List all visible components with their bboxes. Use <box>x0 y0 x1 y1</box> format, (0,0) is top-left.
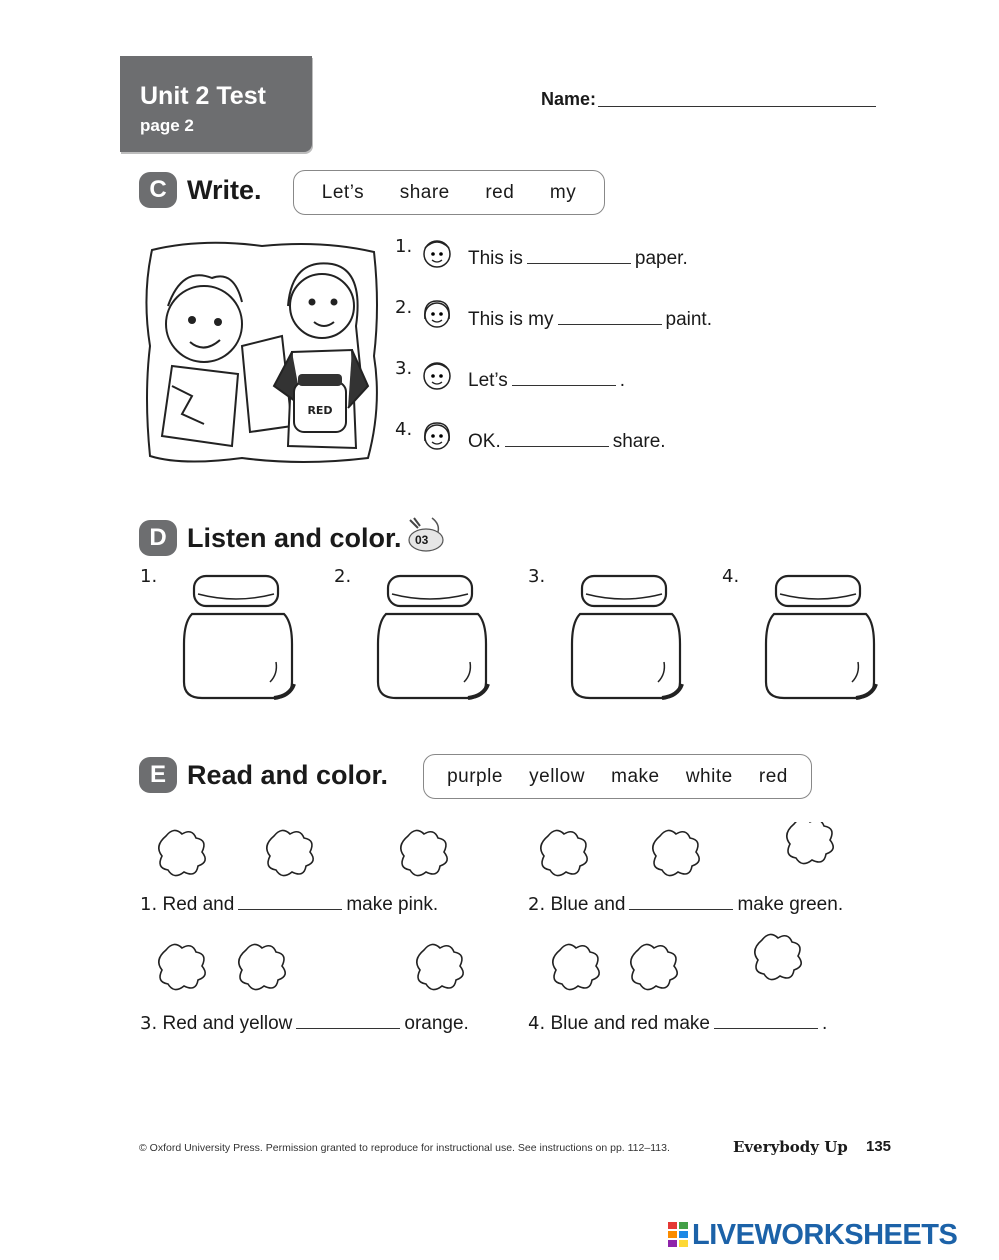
paint-splat-icon[interactable] <box>553 944 599 989</box>
jar-label-text: RED <box>307 404 333 417</box>
item-number: 4. <box>395 419 413 440</box>
jar-item <box>334 566 494 706</box>
sentence-start: This is <box>468 248 523 269</box>
paint-splat-icon[interactable] <box>159 944 205 989</box>
section-c-title: Write. <box>187 175 262 205</box>
item-number: 3. <box>395 358 413 379</box>
read-color-sentence <box>140 894 438 916</box>
item-number: 4. <box>528 1013 546 1034</box>
answer-blank[interactable] <box>512 384 616 386</box>
paint-splat-icon[interactable] <box>787 822 833 864</box>
section-d-badge: D <box>139 520 177 556</box>
paint-splat-icon[interactable] <box>159 830 205 875</box>
sentence-start: Let’s <box>468 370 508 391</box>
sentence-text <box>468 248 688 270</box>
sentence-end: paint. <box>665 309 712 330</box>
sentence-text <box>468 309 712 331</box>
paint-splat-icon[interactable] <box>417 944 463 989</box>
sentence-end: . <box>619 370 626 391</box>
girl-face-icon <box>417 419 461 455</box>
jar-item <box>140 566 300 706</box>
sentence-start: This is my <box>468 309 554 330</box>
jar-icon[interactable] <box>566 574 686 704</box>
answer-blank[interactable] <box>714 1027 818 1029</box>
item-number: 4. <box>722 566 740 587</box>
sentence-text <box>468 370 625 392</box>
name-field-line[interactable] <box>598 106 876 107</box>
paint-splat-icon[interactable] <box>653 830 699 875</box>
sentence-end: share. <box>612 431 666 452</box>
paint-splat-row-1 <box>150 822 850 882</box>
section-c-sentences <box>395 236 755 480</box>
liveworksheets-logo-icon <box>666 1220 690 1248</box>
jar-icon[interactable] <box>760 574 880 704</box>
item-number: 3. <box>528 566 546 587</box>
liveworksheets-watermark[interactable]: LIVEWORKSHEETS <box>692 1219 958 1251</box>
item-number: 2. <box>334 566 352 587</box>
item-number: 2. <box>395 297 413 318</box>
item-number: 1. <box>140 566 158 587</box>
item-number: 3. <box>140 1013 158 1034</box>
section-e-title: Read and color. <box>187 760 389 790</box>
jar-icon[interactable] <box>372 574 492 704</box>
paint-splat-icon[interactable] <box>631 944 677 989</box>
item-number: 1. <box>395 236 413 257</box>
sentence-row <box>395 358 755 419</box>
paint-splat-icon[interactable] <box>239 944 285 989</box>
answer-blank[interactable] <box>629 908 733 910</box>
item-number: 1. <box>140 894 158 915</box>
answer-blank[interactable] <box>238 908 342 910</box>
section-c-word-box <box>293 170 605 215</box>
sentence-start: Red and yellow <box>162 1013 293 1034</box>
girl-face-icon <box>417 297 461 333</box>
sentence-start: OK. <box>468 431 501 452</box>
section-d-title: Listen and color. <box>187 523 402 553</box>
jar-icon[interactable] <box>178 574 298 704</box>
answer-blank[interactable] <box>505 445 609 447</box>
word-bank-item: red <box>485 181 515 203</box>
audio-track-icon[interactable] <box>404 516 444 552</box>
sentence-row <box>395 297 755 358</box>
unit-page-label: page 2 <box>140 116 194 135</box>
boy-face-icon <box>417 358 461 394</box>
word-bank-item: Let’s <box>321 181 365 203</box>
sentence-end: make pink. <box>346 894 439 915</box>
word-bank-item: purple <box>447 765 503 787</box>
boy-face-icon <box>417 236 461 272</box>
sentence-start: Blue and <box>550 894 626 915</box>
word-bank-item: make <box>611 765 660 787</box>
page-number: 135 <box>866 1138 892 1155</box>
paint-splat-row-2 <box>150 932 850 992</box>
answer-blank[interactable] <box>296 1027 400 1029</box>
answer-blank[interactable] <box>527 262 631 264</box>
copyright-note: © Oxford University Press. Permission granted to reproduce for instructional use. See instructions on pp. 112–113. <box>139 1142 670 1154</box>
jar-item <box>722 566 882 706</box>
read-color-sentence <box>528 894 843 916</box>
read-color-sentence <box>140 1013 469 1035</box>
sentence-start: Red and <box>162 894 235 915</box>
sentence-end: paper. <box>634 248 688 269</box>
word-bank-item: my <box>549 181 577 203</box>
brand-name: Everybody Up <box>733 1138 848 1156</box>
word-bank-item: share <box>399 181 450 203</box>
sentence-end: make green. <box>737 894 844 915</box>
jar-item <box>528 566 688 706</box>
section-e-badge: E <box>139 757 177 793</box>
sentence-end: . <box>821 1013 828 1034</box>
paint-splat-icon[interactable] <box>401 830 447 875</box>
read-color-sentence <box>528 1013 827 1035</box>
track-number: 03 <box>415 533 429 547</box>
paint-splat-icon[interactable] <box>267 830 313 875</box>
paint-splat-icon[interactable] <box>541 830 587 875</box>
word-bank-item: yellow <box>529 765 585 787</box>
sentence-row <box>395 236 755 297</box>
sentence-end: orange. <box>404 1013 469 1034</box>
answer-blank[interactable] <box>558 323 662 325</box>
name-label: Name: <box>541 89 597 109</box>
item-number: 2. <box>528 894 546 915</box>
kids-sharing-illustration <box>142 236 382 466</box>
word-bank-item: red <box>758 765 788 787</box>
sentence-start: Blue and red make <box>550 1013 710 1034</box>
unit-title: Unit 2 Test <box>140 82 266 110</box>
section-e-word-box <box>423 754 812 799</box>
section-c-badge: C <box>139 172 177 208</box>
sentence-text <box>468 431 666 453</box>
sentence-row <box>395 419 755 480</box>
jar-row <box>140 566 900 706</box>
word-bank-item: white <box>685 765 733 787</box>
paint-splat-icon[interactable] <box>755 934 801 979</box>
